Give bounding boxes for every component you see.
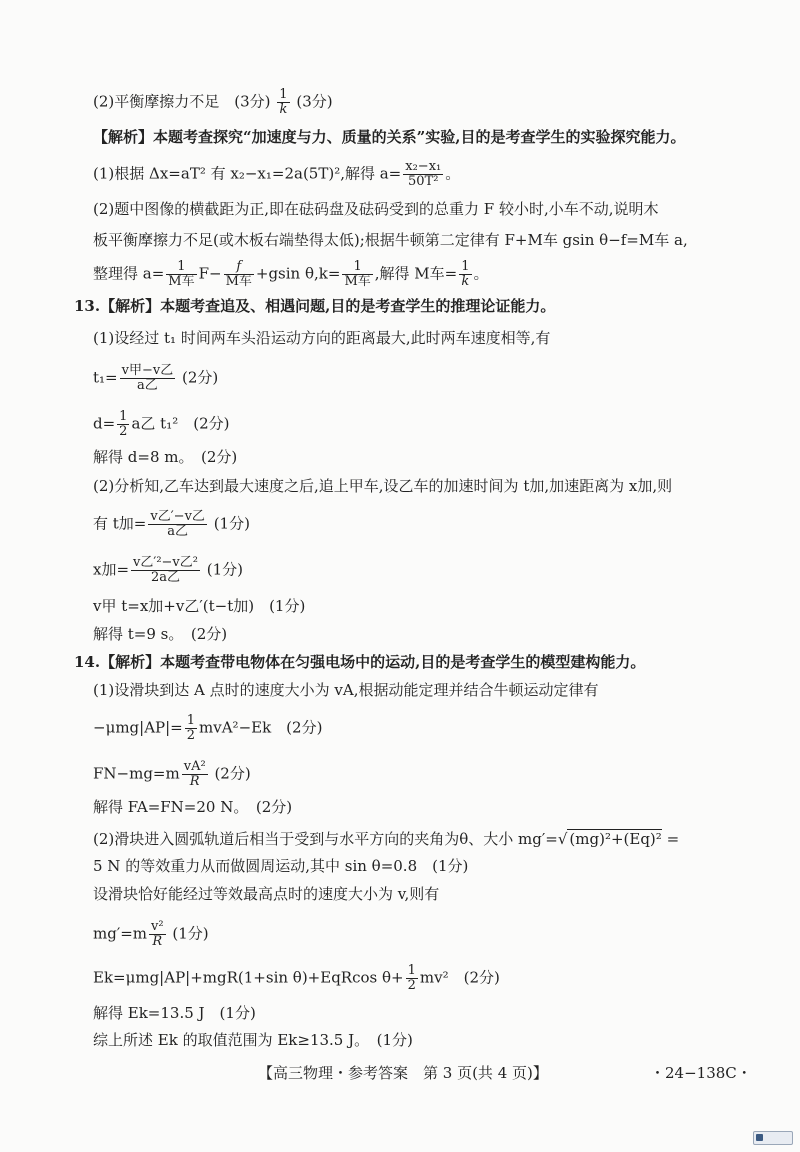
frac-num: 1 [461, 259, 470, 274]
fraction [182, 760, 208, 789]
text: FN−mg=m [93, 764, 180, 783]
frac-den: 2 [186, 728, 196, 743]
line-14-energy [93, 714, 322, 743]
text: (2分) [181, 368, 219, 387]
frac-num: 1 [279, 87, 288, 102]
text: 。 [473, 264, 489, 283]
text: mvA²−Ek (2分) [199, 718, 323, 737]
line-13-tjia [93, 510, 250, 539]
frac-den: k [461, 274, 470, 289]
text: (2分) [214, 764, 251, 783]
frac-num: v² [151, 919, 164, 934]
sqrt-sign: √ [557, 830, 568, 848]
line-14-4: 设滑块恰好能经过等效最高点时的速度大小为 v,则有 [93, 885, 440, 903]
text: (1)根据 Δx=aT² 有 x₂−x₁=2a(5T)²,解得 a= [93, 164, 402, 183]
frac-den: 50T² [408, 174, 439, 189]
line-14-mg [93, 920, 209, 949]
frac-den: 2 [407, 978, 416, 993]
fraction [166, 260, 196, 289]
text: a乙 t₁² (2分) [131, 414, 230, 433]
frac-den: a乙 [137, 378, 158, 393]
frac-num: x₂−x₁ [405, 159, 442, 174]
text: 有 t加= [93, 514, 147, 533]
scanner-watermark-logo [753, 1131, 793, 1145]
text: −μmg|AP|= [93, 718, 183, 737]
line-part2-b: 板平衡摩擦力不足(或木板右端垫得太低);根据牛顿第二定律有 F+M车 gsin θ−f=M车 a, [93, 231, 688, 249]
text: (3分) [296, 92, 333, 111]
frac-den: a乙 [167, 524, 189, 539]
fraction [148, 510, 207, 539]
line-14-fn [93, 760, 251, 789]
fraction [403, 160, 443, 189]
text: (2)滑块进入圆弧轨道后相当于受到与水平方向的夹角为θ、大小 mg′= [93, 830, 558, 848]
text: mg′=m [93, 924, 148, 943]
line-part1 [93, 160, 460, 189]
fraction [149, 920, 166, 949]
text: (1分) [206, 560, 244, 579]
frac-den: M车 [344, 274, 371, 289]
text: (2)平衡摩擦力不足 (3分) [93, 92, 271, 111]
frac-num: v乙′−v乙 [150, 509, 205, 524]
text: 整理得 a= [93, 264, 165, 283]
fraction [342, 260, 372, 289]
line-part2-c [93, 260, 489, 289]
page-footer: 【高三物理・参考答案 第 3 页(共 4 页)】 [258, 1064, 548, 1082]
frac-num: v乙′²−v乙² [133, 555, 198, 570]
fraction [131, 556, 200, 585]
text: (1分) [172, 924, 209, 943]
line-13-1: (1)设经过 t₁ 时间两车头沿运动方向的距离最大,此时两车速度相等,有 [93, 329, 551, 347]
text: 。 [445, 164, 461, 183]
fraction [117, 410, 129, 439]
line-14-3: 5 N 的等效重力从而做圆周运动,其中 sin θ=0.8 (1分) [93, 857, 469, 875]
frac-den: R [189, 774, 200, 789]
frac-den: 2 [119, 424, 128, 439]
text: mv² (2分) [419, 968, 500, 987]
analysis-heading-14: 14.【解析】本题考查带电物体在匀强电场中的运动,目的是考查学生的模型建构能力。 [74, 653, 646, 671]
line-14-result-f: 解得 FA=FN=20 N。 (2分) [93, 798, 293, 816]
line-14-2 [93, 829, 679, 849]
line-14-result-ek: 解得 Ek=13.5 J (1分) [93, 1004, 256, 1022]
line-2-answer [93, 88, 333, 117]
frac-den: k [279, 102, 288, 117]
text: (1分) [213, 514, 250, 533]
frac-num: 1 [166, 260, 196, 275]
text: = [666, 830, 680, 848]
text: ,解得 M车= [374, 264, 458, 283]
line-13-xjia [93, 556, 243, 585]
line-13-result-d: 解得 d=8 m。 (2分) [93, 448, 238, 466]
line-13-t1 [93, 364, 218, 393]
frac-den: M车 [168, 274, 195, 289]
line-part2-a: (2)题中图像的横截距为正,即在砝码盘及砝码受到的总重力 F 较小时,小车不动,说明木 [93, 200, 659, 218]
paper-code: ・24−138C・ [650, 1064, 752, 1082]
frac-num: 1 [186, 713, 196, 728]
frac-den: R [152, 934, 163, 949]
frac-num: f [224, 260, 254, 275]
fraction [459, 260, 471, 289]
analysis-heading-12: 【解析】本题考查探究“加速度与力、质量的关系”实验,目的是考查学生的实验探究能力。 [93, 128, 686, 146]
line-14-conclusion: 综上所述 Ek 的取值范围为 Ek≥13.5 J。 (1分) [93, 1031, 413, 1049]
frac-num: v甲−v乙 [121, 363, 174, 378]
frac-num: 1 [119, 409, 128, 424]
line-14-1: (1)设滑块到达 A 点时的速度大小为 vA,根据动能定理并结合牛顿运动定律有 [93, 681, 599, 699]
text: +gsin θ,k= [255, 264, 341, 283]
text: F− [198, 264, 222, 283]
text: Ek=μmg|AP|+mgR(1+sin θ)+EqRcos θ+ [93, 968, 404, 987]
frac-num: 1 [407, 963, 416, 978]
sqrt-content: (mg)²+(Eq)² [569, 830, 662, 848]
line-13-d [93, 410, 229, 439]
fraction [224, 260, 254, 289]
line-13-result-t: 解得 t=9 s。 (2分) [93, 625, 228, 643]
text: d= [93, 414, 116, 433]
line-14-ek [93, 964, 500, 993]
frac-den: M车 [225, 274, 252, 289]
text: t₁= [93, 368, 118, 387]
frac-num: vA² [183, 759, 206, 774]
fraction [277, 88, 289, 117]
fraction [120, 364, 176, 393]
line-13-2: (2)分析知,乙车达到最大速度之后,追上甲车,设乙车的加速时间为 t加,加速距离为 x加,则 [93, 477, 673, 495]
fraction [185, 714, 197, 743]
frac-den: 2a乙 [151, 570, 181, 585]
line-13-eq: v甲 t=x加+v乙′(t−t加) (1分) [93, 597, 306, 615]
text: x加= [93, 560, 130, 579]
fraction [406, 964, 418, 993]
frac-num: 1 [342, 260, 372, 275]
analysis-heading-13: 13.【解析】本题考查追及、相遇问题,目的是考查学生的推理论证能力。 [74, 297, 556, 315]
